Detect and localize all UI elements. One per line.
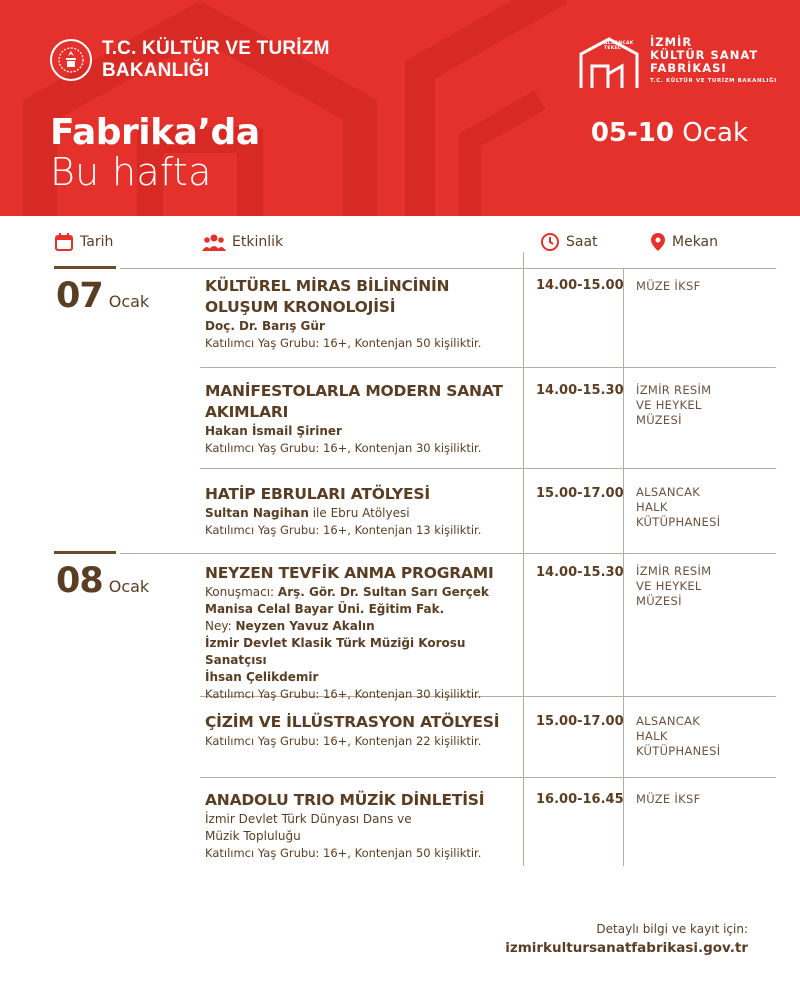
event-venue-line: KÜTÜPHANESİ xyxy=(636,515,721,529)
day-label xyxy=(56,561,149,601)
event-item xyxy=(205,712,517,749)
row-divider xyxy=(200,367,776,368)
event-venue-line: MÜZE İKSF xyxy=(636,792,701,806)
header-banner xyxy=(0,0,800,216)
event-venue xyxy=(636,279,766,294)
row-divider xyxy=(120,268,776,269)
event-speaker xyxy=(205,505,517,522)
logo-line2: KÜLTÜR SANAT xyxy=(650,48,759,62)
event-time: 15.00-17.00 xyxy=(536,714,624,729)
column-header-date xyxy=(54,232,113,252)
factory-logo xyxy=(578,36,777,90)
logo-line4: T.C. KÜLTÜR VE TURİZM BAKANLIĞI xyxy=(650,78,777,84)
event-title: NEYZEN TEVFİK ANMA PROGRAMI xyxy=(205,564,494,582)
event-venue xyxy=(636,714,766,759)
row-divider xyxy=(120,553,776,554)
event-line: İzmir Devlet Klasik Türk Müziği Korosu Sanatçısı xyxy=(205,636,466,667)
column-header-time xyxy=(540,232,598,252)
event-line: Manisa Celal Bayar Üni. Eğitim Fak. xyxy=(205,602,445,616)
column-header-venue xyxy=(650,232,718,252)
event-info: Katılımcı Yaş Grubu: 16+, Kontenjan 13 kişiliktir. xyxy=(205,523,482,537)
column-divider xyxy=(523,252,524,866)
logo-tiny-text: ALSANCAK TEKEL xyxy=(604,41,634,51)
calendar-icon xyxy=(54,232,74,252)
event-speaker-name: Sultan Nagihan xyxy=(205,506,309,520)
event-line-label: Konuşmacı: xyxy=(205,585,278,599)
day-number: 08 xyxy=(56,561,103,601)
logo-line1: İZMİR xyxy=(650,35,693,49)
event-title: HATİP EBRULARI ATÖLYESİ xyxy=(205,485,430,503)
event-venue-line: HALK xyxy=(636,500,668,514)
day-divider-bar xyxy=(54,266,116,269)
event-venue xyxy=(636,485,766,530)
ministry-logo xyxy=(50,38,330,82)
date-range-days: 05-10 xyxy=(590,118,674,148)
event-item xyxy=(205,484,517,538)
clock-icon xyxy=(540,232,560,252)
event-venue xyxy=(636,383,766,428)
column-header-event xyxy=(202,232,283,252)
event-title: MANİFESTOLARLA MODERN SANAT xyxy=(205,382,503,400)
event-item xyxy=(205,563,517,702)
event-line xyxy=(205,618,517,635)
logo-line3: FABRİKASI xyxy=(650,61,727,75)
event-venue-line: MÜZESİ xyxy=(636,413,682,427)
row-divider xyxy=(200,468,776,469)
day-month: Ocak xyxy=(108,292,150,311)
event-info: Katılımcı Yaş Grubu: 16+, Kontenjan 50 kişiliktir. xyxy=(205,846,482,860)
column-header-venue-label: Mekan xyxy=(672,234,719,250)
event-venue-line: İZMİR RESİM xyxy=(636,383,712,397)
event-venue-line: ALSANCAK xyxy=(636,485,701,499)
event-info: Katılımcı Yaş Grubu: 16+, Kontenjan 50 kişiliktir. xyxy=(205,336,482,350)
location-pin-icon xyxy=(650,232,666,252)
event-line: İzmir Devlet Türk Dünyası Dans ve xyxy=(205,812,412,826)
event-line-label: Ney: xyxy=(205,619,236,633)
ministry-seal-icon xyxy=(50,39,92,81)
column-header-date-label: Tarih xyxy=(80,234,114,250)
event-venue-line: MÜZESİ xyxy=(636,594,682,608)
day-label xyxy=(56,276,149,316)
day-divider-bar xyxy=(54,551,116,554)
page-subtitle: Bu hafta xyxy=(50,150,212,194)
event-time: 14.00-15.30 xyxy=(536,565,624,580)
event-time: 15.00-17.00 xyxy=(536,486,624,501)
event-venue-line: ALSANCAK xyxy=(636,714,701,728)
event-item xyxy=(205,381,517,456)
event-venue-line: HALK xyxy=(636,729,668,743)
event-time: 16.00-16.45 xyxy=(536,792,624,807)
event-time: 14.00-15.00 xyxy=(536,278,624,293)
footer xyxy=(505,922,748,956)
row-divider xyxy=(200,777,776,778)
column-header-event-label: Etkinlik xyxy=(232,234,284,250)
date-range-month: Ocak xyxy=(682,118,748,148)
event-venue-line: KÜTÜPHANESİ xyxy=(636,744,721,758)
event-line: Müzik Topluluğu xyxy=(205,829,301,843)
event-info: Katılımcı Yaş Grubu: 16+, Kontenjan 30 kişiliktir. xyxy=(205,687,482,701)
people-icon xyxy=(202,232,226,252)
date-range xyxy=(591,118,748,148)
event-venue-line: VE HEYKEL xyxy=(636,398,702,412)
event-title: ANADOLU TRIO MÜZİK DİNLETİSİ xyxy=(205,791,485,809)
event-venue-line: İZMİR RESİM xyxy=(636,564,712,578)
event-title: AKIMLARI xyxy=(205,403,289,421)
event-venue xyxy=(636,792,766,807)
event-speaker: Doç. Dr. Barış Gür xyxy=(205,319,325,333)
page-title: Fabrika’da xyxy=(50,112,260,153)
event-venue xyxy=(636,564,766,609)
event-info: Katılımcı Yaş Grubu: 16+, Kontenjan 22 kişiliktir. xyxy=(205,734,482,748)
event-time: 14.00-15.30 xyxy=(536,383,624,398)
event-speaker-rest: ile Ebru Atölyesi xyxy=(308,506,410,520)
footer-info-text: Detaylı bilgi ve kayıt için: xyxy=(596,922,748,936)
event-title: KÜLTÜREL MİRAS BİLİNCİNİN xyxy=(205,277,450,295)
day-month: Ocak xyxy=(108,577,150,596)
event-title: OLUŞUM KRONOLOJİSİ xyxy=(205,298,396,316)
event-item xyxy=(205,276,517,351)
event-line-value: Arş. Gör. Dr. Sultan Sarı Gerçek xyxy=(277,585,489,599)
event-speaker: Hakan İsmail Şiriner xyxy=(205,424,342,438)
event-venue-line: MÜZE İKSF xyxy=(636,279,701,293)
footer-website-link[interactable]: izmirkultursanatfabrikasi.gov.tr xyxy=(505,940,748,956)
event-line-value: Neyzen Yavuz Akalın xyxy=(235,619,375,633)
event-info: Katılımcı Yaş Grubu: 16+, Kontenjan 30 kişiliktir. xyxy=(205,441,482,455)
event-title: ÇİZİM VE İLLÜSTRASYON ATÖLYESİ xyxy=(205,713,500,731)
ministry-name-line2: BAKANLIĞI xyxy=(102,60,210,81)
ministry-name-line1: T.C. KÜLTÜR VE TURİZM xyxy=(102,38,330,59)
event-line xyxy=(205,584,517,601)
event-venue-line: VE HEYKEL xyxy=(636,579,702,593)
event-line: İhsan Çelikdemir xyxy=(205,670,319,684)
column-header-time-label: Saat xyxy=(566,234,598,250)
event-item xyxy=(205,790,517,861)
day-number: 07 xyxy=(56,276,103,316)
